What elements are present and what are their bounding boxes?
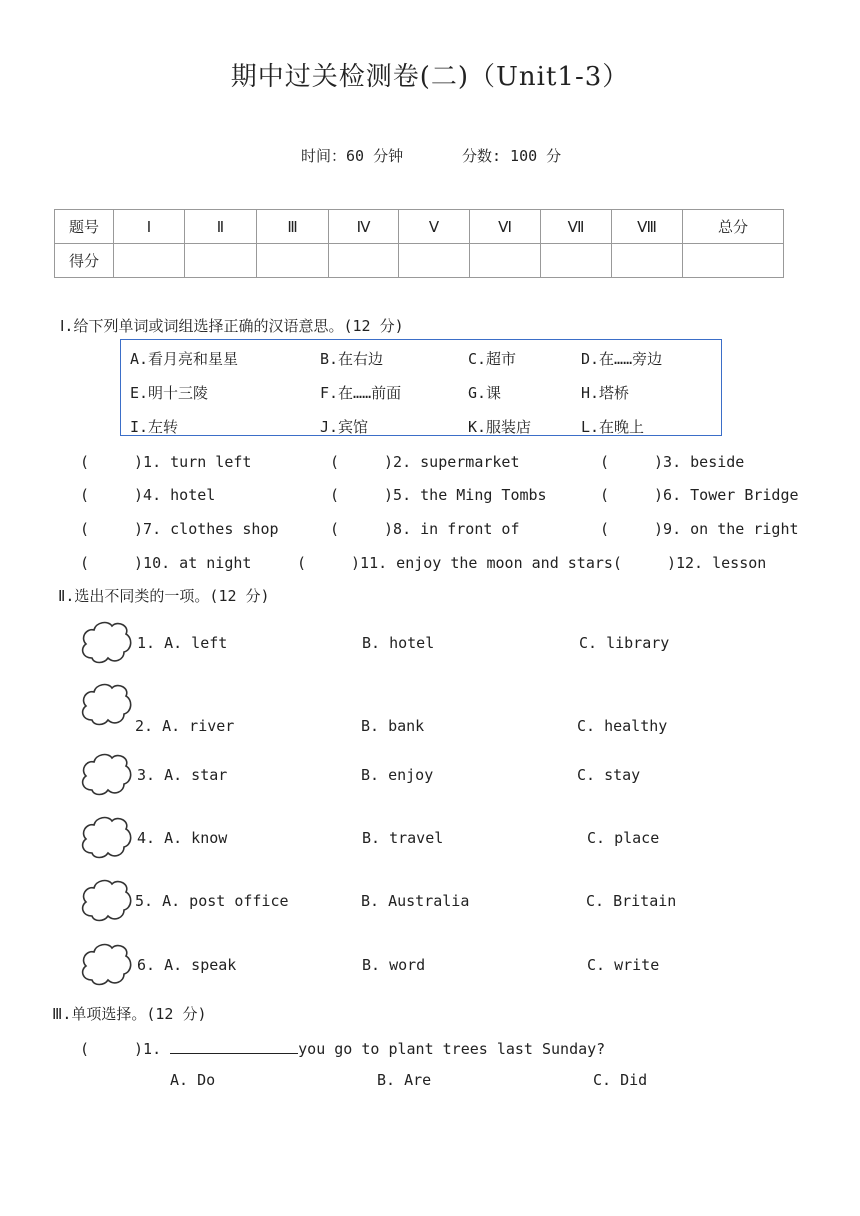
exam-time: 时间：60 分钟 xyxy=(301,147,404,165)
choice-question: 1. A. left xyxy=(137,634,228,652)
score-input-cell[interactable] xyxy=(114,244,185,278)
word-option: B.在右边 xyxy=(320,350,384,368)
score-cell: Ⅵ xyxy=(470,210,541,244)
choice-option-c[interactable]: C. Britain xyxy=(586,892,677,910)
match-item[interactable]: ( )7. clothes shop xyxy=(80,520,279,538)
word-option: H.塔桥 xyxy=(581,384,630,402)
choice-option-c[interactable]: C. place xyxy=(587,829,660,847)
score-table-score-row xyxy=(55,244,784,278)
cloud-icon xyxy=(78,940,134,988)
match-item[interactable]: ( )6. Tower Bridge xyxy=(600,486,799,504)
score-cell: 总分 xyxy=(683,210,784,244)
score-cell: Ⅳ xyxy=(329,210,399,244)
score-cell: Ⅷ xyxy=(612,210,683,244)
score-cell: Ⅰ xyxy=(114,210,185,244)
cloud-icon xyxy=(78,618,134,666)
choice-option-c[interactable]: C. library xyxy=(579,634,670,652)
score-cell: Ⅲ xyxy=(257,210,329,244)
choice-question: 4. A. know xyxy=(137,829,228,847)
question-text: you go to plant trees last Sunday? xyxy=(298,1040,606,1058)
choice-question: 5. A. post office xyxy=(135,892,289,910)
score-input-cell[interactable] xyxy=(612,244,683,278)
word-option: L.在晚上 xyxy=(581,418,645,436)
mc-question xyxy=(80,1038,605,1059)
choice-option-c[interactable]: C. stay xyxy=(577,766,641,784)
score-row-label: 得分 xyxy=(55,244,114,278)
score-input-cell[interactable] xyxy=(399,244,470,278)
score-cell: Ⅱ xyxy=(185,210,257,244)
mc-option-b[interactable]: B. Are xyxy=(377,1071,432,1089)
word-option: J.宾馆 xyxy=(320,418,369,436)
answer-bracket[interactable]: ( )1. xyxy=(80,1040,162,1058)
word-option: E.明十三陵 xyxy=(130,384,209,402)
match-item[interactable]: ( )5. the Ming Tombs xyxy=(330,486,547,504)
choice-question: 2. A. river xyxy=(135,717,235,735)
section2-heading: Ⅱ.选出不同类的一项。(12 分) xyxy=(58,587,270,605)
word-option: D.在……旁边 xyxy=(581,350,663,368)
score-input-cell[interactable] xyxy=(257,244,329,278)
match-item[interactable]: ( )10. at night xyxy=(80,554,252,572)
match-item[interactable]: ( )9. on the right xyxy=(600,520,799,538)
score-input-cell[interactable] xyxy=(470,244,541,278)
word-option: I.左转 xyxy=(130,418,179,436)
choice-option-b[interactable]: B. bank xyxy=(361,717,425,735)
match-item[interactable]: ( )11. enjoy the moon and stars( )12. lesson xyxy=(297,554,767,572)
choice-option-c[interactable]: C. healthy xyxy=(577,717,668,735)
score-cell: Ⅴ xyxy=(399,210,470,244)
choice-option-b[interactable]: B. travel xyxy=(362,829,444,847)
word-option: C.超市 xyxy=(468,350,517,368)
score-input-cell[interactable] xyxy=(185,244,257,278)
section3-heading: Ⅲ.单项选择。(12 分) xyxy=(52,1005,207,1023)
word-option: F.在……前面 xyxy=(320,384,402,402)
score-input-cell[interactable] xyxy=(683,244,784,278)
cloud-icon xyxy=(78,680,134,728)
mc-option-c[interactable]: C. Did xyxy=(593,1071,648,1089)
match-item[interactable]: ( )3. beside xyxy=(600,453,745,471)
score-input-cell[interactable] xyxy=(541,244,612,278)
exam-total-score: 分数: 100 分 xyxy=(462,147,562,165)
score-table-header-row xyxy=(55,210,784,244)
page-title: 期中过关检测卷(二)（Unit1-3） xyxy=(230,62,630,92)
choice-option-b[interactable]: B. word xyxy=(362,956,426,974)
match-item[interactable]: ( )8. in front of xyxy=(330,520,520,538)
cloud-icon xyxy=(78,750,134,798)
choice-option-c[interactable]: C. write xyxy=(587,956,660,974)
score-cell: Ⅶ xyxy=(541,210,612,244)
score-table xyxy=(54,209,784,278)
word-option: K.服装店 xyxy=(468,418,532,436)
score-input-cell[interactable] xyxy=(329,244,399,278)
choice-option-b[interactable]: B. hotel xyxy=(362,634,435,652)
match-item[interactable]: ( )2. supermarket xyxy=(330,453,520,471)
choice-question: 6. A. speak xyxy=(137,956,237,974)
word-option: A.看月亮和星星 xyxy=(130,350,239,368)
score-cell: 题号 xyxy=(55,210,114,244)
choice-question: 3. A. star xyxy=(137,766,228,784)
cloud-icon xyxy=(78,876,134,924)
word-option: G.课 xyxy=(468,384,502,402)
fill-blank[interactable] xyxy=(170,1039,298,1054)
choice-option-b[interactable]: B. Australia xyxy=(361,892,470,910)
cloud-icon xyxy=(78,813,134,861)
choice-option-b[interactable]: B. enjoy xyxy=(361,766,434,784)
match-item[interactable]: ( )4. hotel xyxy=(80,486,216,504)
mc-option-a[interactable]: A. Do xyxy=(170,1071,216,1089)
match-item[interactable]: ( )1. turn left xyxy=(80,453,252,471)
section1-heading: Ⅰ.给下列单词或词组选择正确的汉语意思。(12 分) xyxy=(60,317,404,335)
